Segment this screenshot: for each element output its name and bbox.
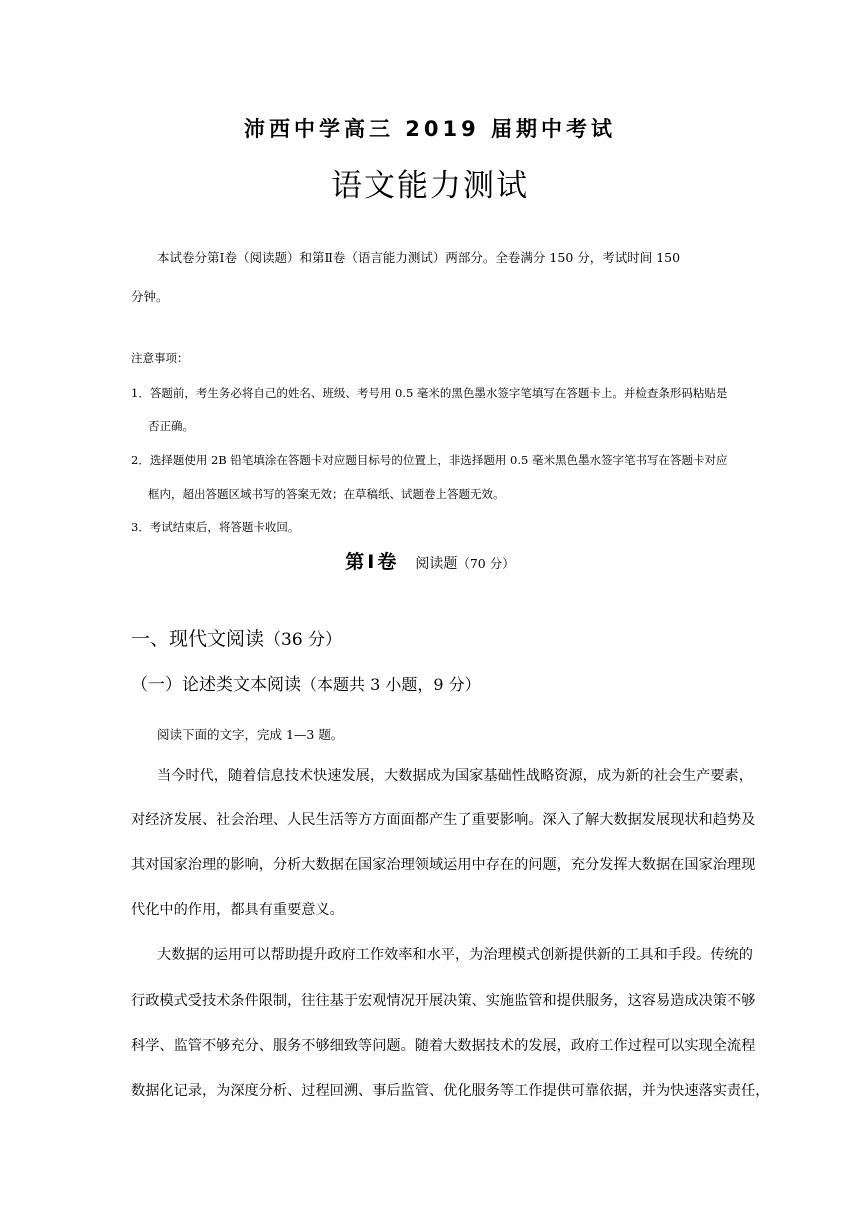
section-title: 一、现代文阅读 bbox=[131, 628, 265, 650]
volume-name: 阅读题 bbox=[415, 556, 458, 572]
body-line: 数据化记录，为深度分析、过程回溯、事后监管、优化服务等工作提供可靠依据，并为快速落实责任， bbox=[131, 1083, 770, 1099]
intro-line-1: 本试卷分第Ⅰ卷（阅读题）和第Ⅱ卷（语言能力测试）两部分。全卷满分 150 分，考试时间 150 bbox=[157, 250, 681, 265]
body-line: 对经济发展、社会治理、人民生活等方方面面都产生了重要影响。深入了解大数据发展现状和趋势及 bbox=[131, 812, 756, 828]
subsection-points: （本题共 3 小题，9 分） bbox=[301, 675, 481, 694]
body-line: 其对国家治理的影响，分析大数据在国家治理领域运用中存在的问题，充分发挥大数据在国家治理现 bbox=[131, 857, 756, 873]
exam-subject-title: 语文能力测试 bbox=[331, 168, 529, 204]
reading-instruction: 阅读下面的文字，完成 1—3 题。 bbox=[157, 727, 344, 742]
subsection-heading bbox=[131, 670, 481, 695]
subsection-title: （一）论述类文本阅读 bbox=[131, 675, 301, 695]
notice-heading: 注意事项： bbox=[131, 351, 189, 365]
section-heading bbox=[131, 624, 342, 651]
notice-item-3: 3．考试结束后，将答题卡收回。 bbox=[131, 520, 300, 534]
body-line: 代化中的作用，都具有重要意义。 bbox=[131, 902, 344, 918]
notice-item-2-cont: 框内，超出答题区域书写的答案无效；在草稿纸、试题卷上答题无效。 bbox=[148, 487, 505, 501]
volume-label: 第Ⅰ卷 bbox=[345, 551, 400, 573]
body-line: 当今时代，随着信息技术快速发展，大数据成为国家基础性战略资源，成为新的社会生产要素， bbox=[157, 768, 753, 784]
notice-item-1: 1．答题前，考生务必将自己的姓名、班级、考号用 0.5 毫米的黑色墨水签字笔填写在答题卡上。并检查条形码粘贴是 bbox=[131, 386, 728, 400]
section-points: （36 分） bbox=[264, 630, 343, 650]
intro-line-2: 分钟。 bbox=[131, 289, 169, 304]
body-line: 科学、监管不够充分、服务不够细致等问题。随着大数据技术的发展，政府工作过程可以实现全流程 bbox=[131, 1038, 756, 1054]
volume-heading bbox=[0, 547, 860, 574]
notice-item-2: 2．选择题使用 2B 铅笔填涂在答题卡对应题目标号的位置上，非选择题用 0.5 毫米黑色墨水签字笔书写在答题卡对应 bbox=[131, 453, 728, 467]
volume-points: （70 分） bbox=[457, 556, 515, 571]
body-line: 大数据的运用可以帮助提升政府工作效率和水平，为治理模式创新提供新的工具和手段。传统的 bbox=[157, 947, 753, 963]
notice-item-1-cont: 否正确。 bbox=[148, 419, 194, 433]
body-line: 行政模式受技术条件限制，往往基于宏观情况开展决策、实施监管和提供服务，这容易造成决策不够 bbox=[131, 993, 756, 1009]
school-exam-title: 沛西中学高三 2019 届期中考试 bbox=[243, 117, 617, 141]
